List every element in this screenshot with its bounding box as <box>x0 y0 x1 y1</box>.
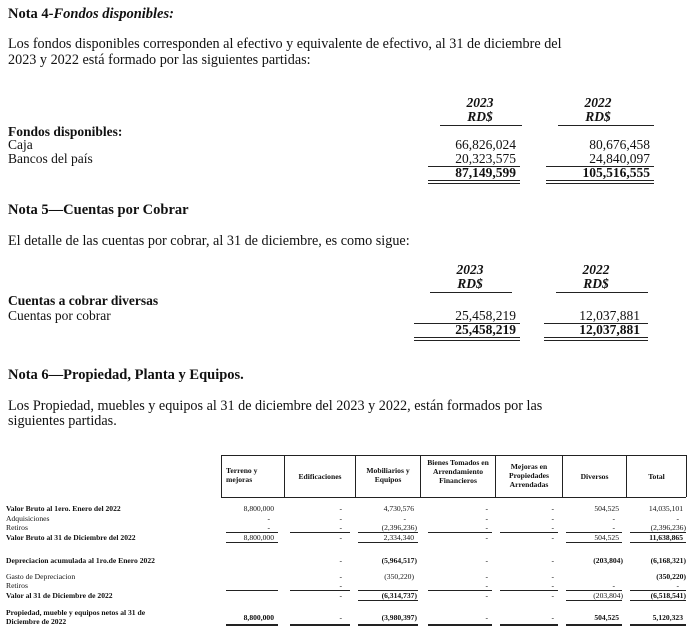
cell-netos-mob: (3,980,397) <box>381 613 417 622</box>
cell-ret-mob: (2,396,236) <box>381 523 417 532</box>
cell-ret-mejoras: - <box>551 523 554 532</box>
cell-adq-edif: - <box>339 514 342 523</box>
cell-ret2-total: - <box>676 581 679 590</box>
total-line <box>630 600 686 601</box>
cell-netos-edif: - <box>339 613 342 622</box>
cell-adq-bienes: - <box>485 514 488 523</box>
nota5-total-double-line-2022 <box>544 337 648 341</box>
nota6-paragraph-line2: siguientes partidas. <box>8 413 117 429</box>
nota4-title <box>8 6 174 23</box>
cell-ret2-div: - <box>612 581 615 590</box>
cell-vb-inicio-bienes: - <box>485 504 488 513</box>
cell-ret-edif: - <box>339 523 342 532</box>
cell-gasto-mejoras: - <box>551 572 554 581</box>
row-label-netos-line2: Diciembre de 2022 <box>6 617 67 626</box>
row-label-vb-fin: Valor Bruto al 31 de Diciembre del 2022 <box>6 533 136 542</box>
grand-total-line <box>630 624 686 626</box>
nota5-currency-2023: RD$ <box>457 276 483 291</box>
row-label-valor-fin: Valor al 31 de Diciembre de 2022 <box>6 591 113 600</box>
nota4-title-italic: Fondos disponibles: <box>53 6 174 22</box>
nota5-row-2023: 25,458,219 <box>455 308 516 323</box>
row-label-adquisiciones: Adquisiciones <box>6 514 50 523</box>
nota5-title: Nota 5—Cuentas por Cobrar <box>8 202 189 218</box>
cell-adq-total: - <box>676 514 679 523</box>
nota4-header-underline-2022 <box>558 125 654 126</box>
nota4-row-caja-2023: 66,826,024 <box>455 137 516 152</box>
cell-dep-inicio-total: (6,168,321) <box>650 556 686 565</box>
nota4-row-caja-2022: 80,676,458 <box>589 137 650 152</box>
cell-valor-fin-mob: (6,314,737) <box>381 591 417 600</box>
cell-adq-terreno: - <box>267 514 270 523</box>
nota5-currency-2022: RD$ <box>583 276 609 291</box>
cell-valor-fin-total: (6,518,541) <box>650 591 686 600</box>
cell-vb-fin-bienes: - <box>485 533 488 542</box>
cell-gasto-bienes: - <box>485 572 488 581</box>
cell-vb-fin-edif: - <box>339 533 342 542</box>
total-line <box>566 542 622 543</box>
grand-total-line <box>566 624 622 626</box>
nota6-paragraph-line1: Los Propiedad, muebles y equipos al 31 de diciembre del 2023 y 2022, están formados por las <box>8 398 543 414</box>
table-vline <box>686 455 687 497</box>
cell-vb-inicio-terreno: 8,800,000 <box>243 504 274 513</box>
cell-dep-inicio-bienes: - <box>485 556 488 565</box>
nota4-row-caja-label: Caja <box>8 137 33 152</box>
header-terreno: Terreno y mejoras <box>226 466 258 484</box>
cell-valor-fin-div: (203,804) <box>593 591 623 600</box>
cell-vb-fin-mejoras: - <box>551 533 554 542</box>
nota4-title-prefix: Nota 4- <box>8 6 54 22</box>
cell-valor-fin-edif: - <box>339 591 342 600</box>
nota4-total-double-line-2022 <box>546 180 654 184</box>
nota5-section-label: Cuentas a cobrar diversas <box>8 293 159 308</box>
table-vline <box>495 455 496 497</box>
nota5-total-2022: 12,037,881 <box>579 322 640 337</box>
cell-valor-fin-mejoras: - <box>551 591 554 600</box>
grand-total-line <box>226 624 278 626</box>
header-mobiliarios: Mobiliarios y Equipos <box>366 466 410 484</box>
nota5-row-2022: 12,037,881 <box>579 308 640 323</box>
header-bienes: Bienes Tomados en Arrendamiento Financieros <box>427 458 489 485</box>
total-line <box>630 542 686 543</box>
nota4-paragraph-line2: 2023 y 2022 está formado por las siguientes partidas: <box>8 52 311 68</box>
nota5-header-underline-2023 <box>430 292 512 293</box>
cell-ret-div: - <box>612 523 615 532</box>
row-label-dep-inicio: Depreciacion acumulada al 1ro.de Enero 2022 <box>6 556 155 565</box>
cell-dep-inicio-mob: (5,964,517) <box>381 556 417 565</box>
cell-ret2-mejoras: - <box>551 581 554 590</box>
nota4-total-double-line-2023 <box>428 180 520 184</box>
cell-ret2-bienes: - <box>485 581 488 590</box>
nota4-currency-2023: RD$ <box>467 109 493 124</box>
header-mejoras: Mejoras en Propiedades Arrendadas <box>509 462 549 489</box>
cell-dep-inicio-div: (203,804) <box>593 556 623 565</box>
nota5-col-2022: 2022 <box>582 262 610 277</box>
cell-valor-fin-bienes: - <box>485 591 488 600</box>
nota5-header-underline-2022 <box>556 292 648 293</box>
cell-gasto-edif: - <box>339 572 342 581</box>
nota5-row-label: Cuentas por cobrar <box>8 308 111 323</box>
nota5-paragraph: El detalle de las cuentas por cobrar, al 31 de diciembre, es como sigue: <box>8 233 410 249</box>
nota5-total-double-line-2023 <box>414 337 520 341</box>
nota4-col-2023: 2023 <box>466 95 494 110</box>
cell-gasto-mob: (350,220) <box>384 572 414 581</box>
cell-netos-total: 5,120,323 <box>652 613 683 622</box>
cell-netos-terreno: 8,800,000 <box>243 613 274 622</box>
cell-dep-inicio-edif: - <box>339 556 342 565</box>
table-vline <box>355 455 356 497</box>
nota4-paragraph-line1: Los fondos disponibles corresponden al efectivo y equivalente de efectivo, al 31 de diciembre del <box>8 36 562 52</box>
cell-netos-mejoras: - <box>551 613 554 622</box>
cell-netos-div: 504,525 <box>594 613 619 622</box>
nota4-row-bancos-2022: 24,840,097 <box>589 151 650 166</box>
row-label-vb-inicio: Valor Bruto al 1ero. Enero del 2022 <box>6 504 121 513</box>
row-label-netos-line1: Propiedad, mueble y equipos netos al 31 de <box>6 608 146 617</box>
cell-vb-inicio-edif: - <box>339 504 342 513</box>
cell-adq-mejoras: - <box>551 514 554 523</box>
nota4-section-label: Fondos disponibles: <box>8 124 123 139</box>
table-header-top-border <box>221 455 686 456</box>
cell-vb-fin-total: 11,638,865 <box>649 533 683 542</box>
cell-vb-fin-mob: 2,334,340 <box>383 533 414 542</box>
row-label-retiros: Retiros <box>6 523 28 532</box>
cell-ret-total: (2,396,236) <box>650 523 686 532</box>
cell-vb-inicio-mejoras: - <box>551 504 554 513</box>
cell-vb-fin-terreno: 8,800,000 <box>243 533 274 542</box>
grand-total-line <box>358 624 418 626</box>
table-vline <box>420 455 421 497</box>
cell-adq-mob: - <box>403 514 406 523</box>
header-diversos: Diversos <box>580 472 609 481</box>
nota4-row-bancos-2023: 20,323,575 <box>455 151 516 166</box>
table-header-bottom-border <box>221 497 686 498</box>
nota5-col-2023: 2023 <box>456 262 484 277</box>
row-label-gasto: Gasto de Depreciacion <box>6 572 76 581</box>
cell-gasto-total: (350,220) <box>656 572 686 581</box>
header-total: Total <box>648 472 665 481</box>
row-label-retiros2: Retiros <box>6 581 28 590</box>
cell-vb-inicio-div: 504,525 <box>594 504 619 513</box>
subtotal-line <box>226 590 278 591</box>
nota4-currency-2022: RD$ <box>585 109 611 124</box>
cell-vb-inicio-total: 14,035,101 <box>648 504 683 513</box>
total-line <box>358 600 418 601</box>
cell-dep-inicio-mejoras: - <box>551 556 554 565</box>
total-line <box>226 542 278 543</box>
grand-total-line <box>290 624 350 626</box>
total-line <box>358 542 418 543</box>
nota4-total-2022: 105,516,555 <box>582 165 650 180</box>
total-line <box>566 600 622 601</box>
cell-adq-div: - <box>612 514 615 523</box>
cell-ret-terreno: - <box>267 523 270 532</box>
cell-ret2-edif: - <box>339 581 342 590</box>
cell-netos-bienes: - <box>485 613 488 622</box>
cell-vb-fin-div: 504,525 <box>594 533 619 542</box>
header-edificaciones: Edificaciones <box>298 472 342 481</box>
cell-ret-bienes: - <box>485 523 488 532</box>
nota4-header-underline-2023 <box>440 125 522 126</box>
nota6-title: Nota 6—Propiedad, Planta y Equipos. <box>8 367 244 383</box>
nota4-col-2022: 2022 <box>584 95 612 110</box>
nota4-total-2023: 87,149,599 <box>455 165 516 180</box>
nota4-row-bancos-label: Bancos del país <box>8 151 93 166</box>
nota5-total-2023: 25,458,219 <box>455 322 516 337</box>
cell-vb-inicio-mob: 4,730,576 <box>383 504 414 513</box>
grand-total-line <box>500 624 558 626</box>
grand-total-line <box>428 624 492 626</box>
